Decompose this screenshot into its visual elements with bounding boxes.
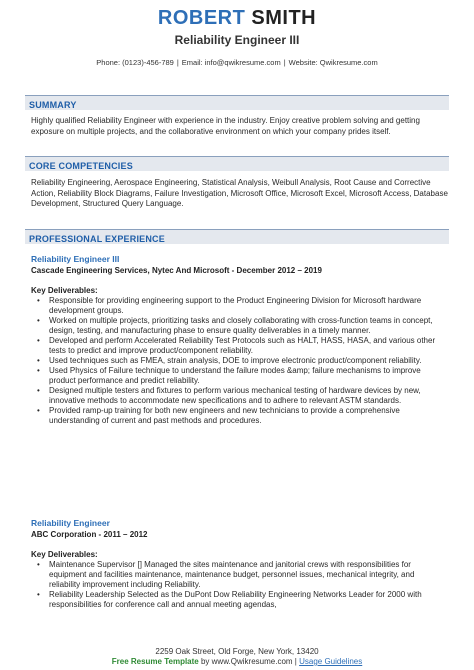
bullet-icon: • — [37, 366, 40, 375]
experience-section — [0, 229, 474, 244]
list-item — [37, 560, 446, 590]
list-item-text: Developed and perform Accelerated Reliability Test Protocols such as HALT, HASS, HASA, and various other tests to predict and improve product/component reliability. — [49, 336, 436, 355]
contact-website[interactable]: Website: Qwikresume.com — [288, 58, 378, 67]
bullet-icon: • — [37, 386, 40, 395]
competencies-section — [0, 156, 474, 210]
deliverables-label: Key Deliverables: — [31, 550, 98, 559]
bullet-icon: • — [37, 296, 40, 305]
bullet-icon: • — [37, 590, 40, 599]
footer-separator: | — [292, 657, 300, 666]
resume-header — [0, 0, 474, 67]
deliverables-list — [37, 560, 446, 610]
footer-credit — [0, 657, 474, 666]
first-name: ROBERT — [157, 7, 246, 29]
bullet-icon: • — [37, 336, 40, 345]
contact-separator: | — [176, 58, 179, 67]
list-item — [37, 366, 446, 386]
deliverables-label: Key Deliverables: — [31, 286, 98, 295]
job-title: Reliability Engineer — [31, 518, 110, 528]
bullet-icon: • — [37, 560, 40, 569]
bullet-icon: • — [37, 356, 40, 365]
summary-section — [0, 95, 474, 137]
deliverables-list — [37, 296, 446, 426]
experience-heading-bar — [25, 229, 449, 244]
list-item — [37, 590, 446, 610]
list-item-text: Reliability Leadership Selected as the DuPont Dow Reliability Engineering Networks Leader for 2000 with responsibilities for conference call and annual meeting agendas, — [49, 590, 422, 609]
list-item-text: Designed multiple testers and fixtures to perform various mechanical testing of hardware devices by new, innovative methods to accommodate new specifications and to adhere to relevant ASTM standards. — [49, 386, 421, 405]
list-item — [37, 386, 446, 406]
list-item-text: Worked on multiple projects, prioritizing tasks and closely collaborating with cross-function teams in concept, design, testing, and manufacturing phase to ensure quality deliverables in a timely manner. — [49, 316, 433, 335]
contact-line — [0, 58, 474, 67]
contact-email[interactable]: Email: info@qwikresume.com — [181, 58, 281, 67]
list-item — [37, 336, 446, 356]
candidate-title: Reliability Engineer III — [174, 33, 300, 47]
job-entry — [0, 254, 474, 426]
job-title: Reliability Engineer III — [31, 254, 120, 264]
job-company: ABC Corporation - 2011 – 2012 — [31, 530, 148, 539]
competencies-heading-bar — [25, 156, 449, 171]
competencies-text: Reliability Engineering, Aerospace Engineering, Statistical Analysis, Weibull Analysis, Root Cause and Corrective Action, Reliability Block Diagrams, Failure Investigation, Microsoft Office, Microsoft Excel, Microsoft Access, Database Development, Structured Query Language. — [31, 178, 448, 208]
footer-address: 2259 Oak Street, Old Forge, New York, 13420 — [155, 647, 319, 656]
list-item-text: Provided ramp-up training for both new engineers and new technicians to provide a comprehensive understanding of current and past methods and procedures. — [49, 406, 400, 425]
summary-text: Highly qualified Reliability Engineer with experience in the industry. Enjoy creative problem solving and getting exposure on multiple projects, and the collaborative environment on which your company prides itself. — [31, 116, 420, 136]
candidate-name — [0, 6, 474, 30]
last-name: SMITH — [251, 7, 317, 29]
job-entry — [0, 518, 474, 644]
list-item-text: Responsible for providing engineering support to the Product Engineering Division for Microsoft hardware development groups. — [49, 296, 422, 315]
list-item — [37, 296, 446, 316]
bullet-icon: • — [37, 406, 40, 415]
list-item — [37, 356, 446, 366]
experience-heading: PROFESSIONAL EXPERIENCE — [29, 234, 165, 244]
list-item — [37, 406, 446, 426]
template-link[interactable]: Free Resume Template — [111, 657, 199, 666]
contact-phone: Phone: (0123)-456-789 — [96, 58, 174, 67]
summary-heading-bar — [25, 95, 449, 110]
list-item-text: Maintenance Supervisor [] Managed the sites maintenance and janitorial crews with responsibilities for equipment and facilities maintenance, maintenance budget, personnel issues, mechanical integrity, and reliability improvement including Reliability. — [49, 560, 415, 589]
list-item-text: Used Physics of Failure technique to understand the failure modes &amp; failure mechanisms to improve product performance and predict reliability. — [49, 366, 421, 385]
site-link[interactable]: www.Qwikresume.com — [211, 657, 293, 666]
footer-by: by — [198, 657, 212, 666]
job-company: Cascade Engineering Services, Nytec And Microsoft - December 2012 – 2019 — [31, 266, 322, 275]
summary-heading: SUMMARY — [29, 100, 77, 110]
competencies-heading: CORE COMPETENCIES — [29, 161, 133, 171]
contact-separator: | — [283, 58, 286, 67]
guidelines-link[interactable]: Usage Guidelines — [299, 657, 363, 666]
bullet-icon: • — [37, 316, 40, 325]
list-item — [37, 316, 446, 336]
footer — [0, 647, 474, 666]
list-item-text: Used techniques such as FMEA, strain analysis, DOE to improve electronic product/component reliability. — [49, 356, 422, 365]
